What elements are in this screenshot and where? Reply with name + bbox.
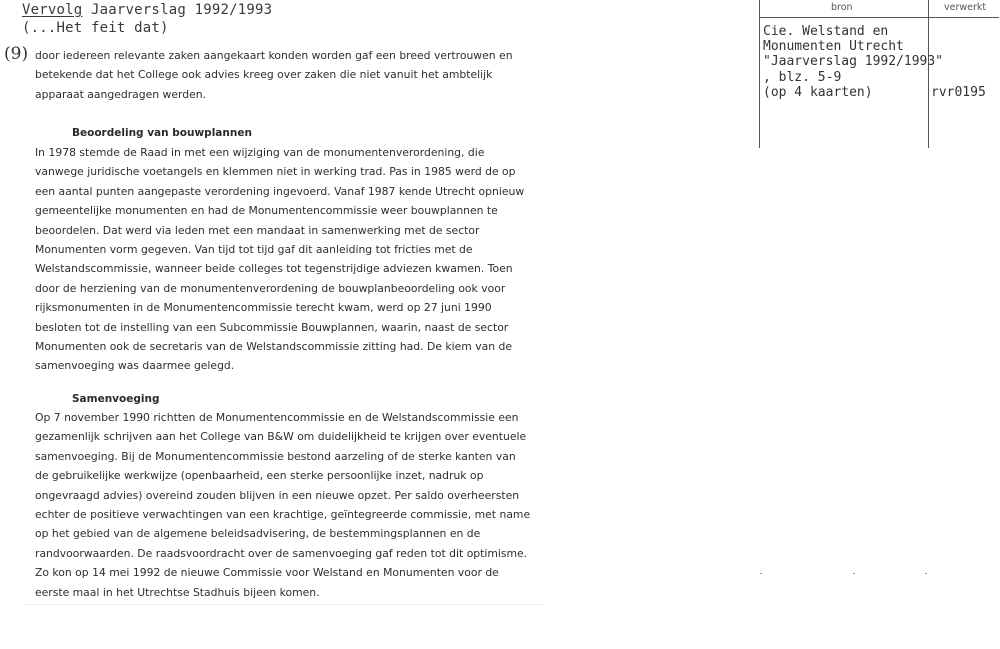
section-heading-bouwplannen: Beoordeling van bouwplannen	[72, 127, 252, 139]
text-line: betekende dat het College ook advies kreeg over zaken die niet vanuit het ambtelijk	[35, 68, 493, 82]
card-divider	[759, 0, 760, 148]
card-reference-code: rvr0195	[931, 85, 986, 100]
scan-speck	[760, 573, 762, 574]
index-card-box	[759, 0, 999, 148]
text-line: echter de positieve verwachtingen van een krachtige, geïntegreerde commissie, met name	[35, 508, 531, 522]
text-line: samenvoeging. Bij de Monumentencommissie bestond aarzeling of de sterke kanten van	[35, 449, 516, 463]
source-line: "Jaarverslag 1992/1993"	[763, 54, 944, 70]
title-rest: Jaarverslag 1992/1993	[82, 2, 273, 18]
text-line: Zo kon op 14 mei 1992 de nieuwe Commissie voor Welstand en Monumenten voor de	[35, 566, 499, 580]
scan-speck	[925, 573, 927, 574]
text-line: rijksmonumenten in de Monumentencommissie terecht kwam, werd op 27 juni 1990	[35, 301, 492, 315]
card-header-rule	[759, 17, 999, 18]
section-heading-samenvoeging: Samenvoeging	[72, 393, 160, 405]
text-line: door de herziening van de monumentenverordening de bouwplanbeoordeling ook voor	[35, 281, 506, 295]
text-line: samenvoeging was daarmee gelegd.	[35, 359, 235, 373]
card-source-text	[763, 24, 943, 100]
intro-paragraph	[35, 46, 515, 104]
text-line: eerste maal in het Utrechtse Stadhuis bijeen komen.	[35, 585, 320, 599]
text-line: de gebruikelijke werkwijze (openbaarheid, een sterke persoonlijke inzet, nadruk op	[35, 469, 484, 483]
source-line: Monumenten Utrecht	[763, 39, 904, 55]
faint-scan-line	[24, 604, 544, 605]
source-line: (op 4 kaarten)	[763, 84, 873, 100]
title-underlined-word: Vervolg	[22, 2, 83, 18]
text-line: apparaat aangedragen werden.	[35, 87, 207, 101]
text-line: Monumenten ook de secretaris van de Welstandscommissie zitting had. De kiem van de	[35, 340, 513, 354]
section-samenvoeging-paragraph	[35, 408, 531, 602]
document-subtitle: (...Het feit dat)	[22, 20, 169, 36]
handwritten-page-number: (9)	[4, 44, 29, 64]
text-line: ongevraagd advies) overeind zouden blijven in een nieuwe opzet. Per saldo overheersten	[35, 488, 520, 502]
card-column-bron: bron	[831, 2, 853, 13]
text-line: Monumenten vorm gegeven. Van tijd tot tijd gaf dit aanleiding tot fricties met de	[35, 243, 473, 257]
text-line: randvoorwaarden. De raadsvoordracht over de samenvoeging gaf reden tot dit optimisme.	[35, 546, 528, 560]
text-line: door iedereen relevante zaken aangekaart konden worden gaf een breed vertrouwen en	[35, 49, 513, 62]
card-column-verwerkt: verwerkt	[944, 2, 987, 13]
text-line: beoordelen. Dat werd via leden met een mandaat in samenwerking met de sector	[35, 223, 480, 237]
text-line: gezamenlijk schrijven aan het College van B&W om duidelijkheid te krijgen over eventuele	[35, 430, 527, 444]
source-line: Cie. Welstand en	[763, 24, 889, 39]
text-line: vanwege juridische voetangels en klemmen niet in werking trad. Pas in 1985 werd de op	[35, 165, 516, 179]
scan-speck	[853, 573, 855, 574]
text-line: besloten tot de instelling van een Subcommissie Bouwplannen, waarin, naast de sector	[35, 320, 509, 334]
text-line: In 1978 stemde de Raad in met een wijziging van de monumentenverordening, die	[35, 146, 485, 159]
text-line: gemeentelijke monumenten en had de Monumentencommissie weer bouwplannen te	[35, 204, 498, 218]
source-line: , blz. 5-9	[763, 69, 842, 85]
text-line: op het gebied van de algemene beleidsadvisering, de bestemmingsplannen en de	[35, 527, 481, 541]
document-title	[22, 2, 272, 18]
text-line: Welstandscommissie, wanneer beide colleges tot tegenstrijdige adviezen kwamen. Toen	[35, 262, 513, 276]
section-bouwplannen-paragraph	[35, 143, 525, 376]
text-line: Op 7 november 1990 richtten de Monumentencommissie en de Welstandscommissie een	[35, 411, 519, 424]
text-line: een aantal punten aangepaste verordening ingevoerd. Vanaf 1987 kende Utrecht opnieuw	[35, 184, 525, 198]
